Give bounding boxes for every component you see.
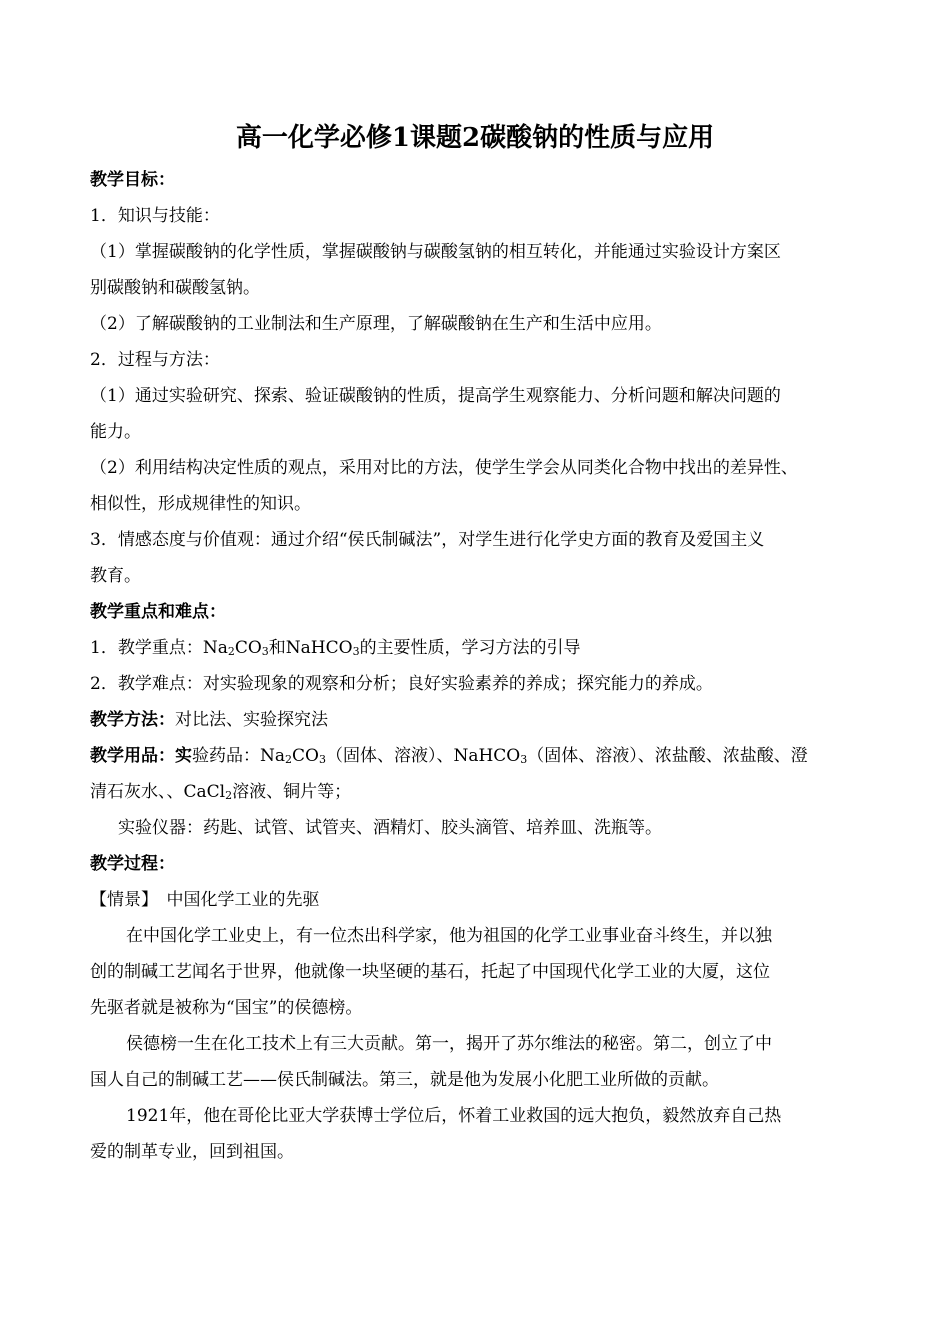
subscript: 2 bbox=[285, 753, 293, 766]
subscript: 3 bbox=[352, 645, 360, 658]
key-point-1 bbox=[90, 630, 870, 666]
goal2-item1-line2: 能力。 bbox=[90, 422, 141, 442]
key-point-2: 2．教学难点：对实验现象的观察和分析；良好实验素养的养成；探究能力的养成。 bbox=[90, 674, 713, 694]
subscript: 2 bbox=[227, 645, 235, 658]
paragraph-1-line2: 创的制碱工艺闻名于世界，他就像一块坚硬的基石，托起了中国现代化学工业的大厦，这位 bbox=[90, 962, 770, 982]
instruments: 实验仪器：药匙、试管、试管夹、酒精灯、胶头滴管、培养皿、洗瓶等。 bbox=[118, 818, 662, 838]
text-run: （固体、溶液）、浓盐酸、浓盐酸、澄 bbox=[527, 746, 808, 766]
supplies-line1 bbox=[90, 738, 870, 774]
text-run: 的主要性质，学习方法的引导 bbox=[359, 638, 581, 658]
subscript: 2 bbox=[225, 789, 233, 802]
subscript: 3 bbox=[520, 753, 528, 766]
key-points-heading: 教学重点和难点： bbox=[90, 602, 226, 622]
text-run: 1．教学重点：Na bbox=[90, 638, 228, 658]
text-run: （固体、溶液）、NaHCO bbox=[325, 746, 521, 766]
goal2-heading: 2．过程与方法： bbox=[90, 350, 220, 370]
goal1-item1-line1: （1）掌握碳酸钠的化学性质，掌握碳酸钠与碳酸氢钠的相互转化，并能通过实验设计方案区 bbox=[90, 242, 781, 262]
paragraph-1-line1: 在中国化学工业史上，有一位杰出科学家，他为祖国的化学工业事业奋斗终生，并以独 bbox=[126, 926, 772, 946]
subscript: 3 bbox=[261, 645, 269, 658]
supplies-line2 bbox=[90, 774, 870, 810]
document-body bbox=[90, 162, 870, 1170]
teaching-method bbox=[90, 702, 870, 738]
method-label: 教学方法： bbox=[90, 710, 175, 730]
goals-heading: 教学目标： bbox=[90, 170, 175, 190]
text-run: 溶液、铜片等； bbox=[232, 782, 352, 802]
goal3-line1: 3．情感态度与价值观：通过介绍“侯氏制碱法”，对学生进行化学史方面的教育及爱国主义 bbox=[90, 530, 765, 550]
paragraph-3-line2: 爱的制革专业，回到祖国。 bbox=[90, 1142, 294, 1162]
document-title: 高一化学必修1课题2碳酸钠的性质与应用 bbox=[235, 123, 715, 153]
goal2-item2-line2: 相似性，形成规律性的知识。 bbox=[90, 494, 311, 514]
supplies-label: 教学用品：实 bbox=[90, 746, 192, 766]
goal1-heading: 1．知识与技能： bbox=[90, 206, 220, 226]
goal2-item1-line1: （1）通过实验研究、探索、验证碳酸钠的性质，提高学生观察能力、分析问题和解决问题的 bbox=[90, 386, 781, 406]
goal1-item1-line2: 别碳酸钠和碳酸氢钠。 bbox=[90, 278, 260, 298]
goal1-item2: （2）了解碳酸钠的工业制法和生产原理，了解碳酸钠在生产和生活中应用。 bbox=[90, 314, 662, 334]
text-run: CO bbox=[292, 746, 319, 766]
text-run: 清石灰水、、CaCl bbox=[90, 782, 226, 802]
paragraph-2-line1: 侯德榜一生在化工技术上有三大贡献。第一，揭开了苏尔维法的秘密。第二，创立了中 bbox=[126, 1034, 772, 1054]
subscript: 3 bbox=[318, 753, 326, 766]
goal3-line2: 教育。 bbox=[90, 566, 141, 586]
paragraph-3-line1: 1921年，他在哥伦比亚大学获博士学位后，怀着工业救国的远大抱负，毅然放弃自己热 bbox=[126, 1106, 782, 1126]
text-run: 验药品：Na bbox=[192, 746, 286, 766]
scene-heading: 【情景】 中国化学工业的先驱 bbox=[90, 890, 320, 910]
method-text: 对比法、实验探究法 bbox=[175, 710, 328, 730]
process-heading: 教学过程： bbox=[90, 854, 175, 874]
text-run: 和NaHCO bbox=[268, 638, 353, 658]
paragraph-1-line3: 先驱者就是被称为“国宝”的侯德榜。 bbox=[90, 998, 363, 1018]
paragraph-2-line2: 国人自己的制碱工艺——侯氏制碱法。第三，就是他为发展小化肥工业所做的贡献。 bbox=[90, 1070, 719, 1090]
goal2-item2-line1: （2）利用结构决定性质的观点，采用对比的方法，使学生学会从同类化合物中找出的差异性、 bbox=[90, 458, 798, 478]
text-run: CO bbox=[234, 638, 262, 658]
